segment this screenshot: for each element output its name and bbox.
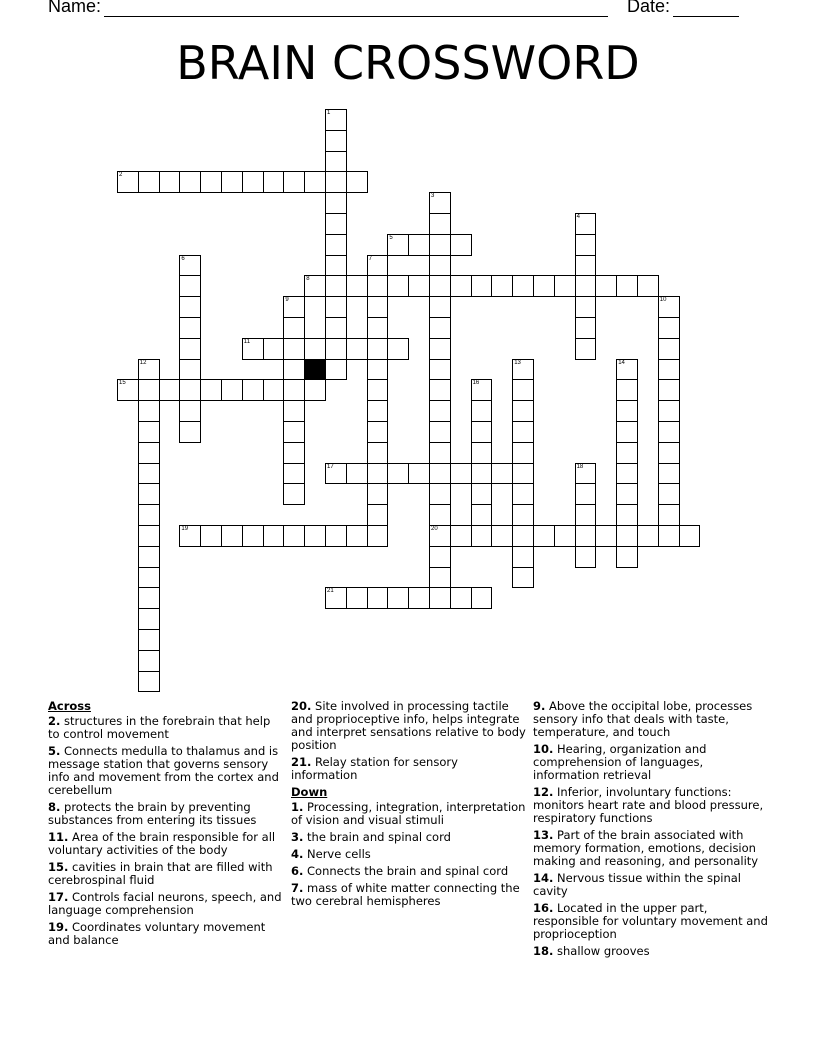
grid-cell[interactable] bbox=[325, 255, 347, 277]
grid-cell[interactable] bbox=[575, 296, 597, 318]
grid-cell[interactable] bbox=[283, 359, 305, 381]
grid-cell[interactable] bbox=[512, 442, 534, 464]
grid-cell[interactable] bbox=[387, 338, 409, 360]
grid-cell[interactable] bbox=[471, 463, 493, 485]
grid-cell[interactable] bbox=[658, 338, 680, 360]
clue-down-4: 4. Nerve cells bbox=[291, 847, 371, 861]
clue-across-15: 15. cavities in brain that are filled with cerebrospinal fluid bbox=[48, 860, 273, 887]
grid-cell[interactable] bbox=[408, 587, 430, 609]
clue-number: 15 bbox=[119, 380, 126, 387]
grid-cell[interactable] bbox=[471, 483, 493, 505]
grid-cell[interactable] bbox=[575, 504, 597, 526]
grid-cell[interactable] bbox=[575, 255, 597, 277]
grid-cell[interactable] bbox=[179, 275, 201, 297]
grid-cell[interactable] bbox=[179, 359, 201, 381]
grid-cell[interactable] bbox=[429, 255, 451, 277]
clue-down-9: 9. Above the occipital lobe, processes sensory info that deals with taste, temperature, and touch bbox=[533, 699, 753, 739]
grid-cell[interactable] bbox=[283, 525, 305, 547]
grid-cell[interactable] bbox=[263, 171, 285, 193]
grid-cell[interactable] bbox=[387, 587, 409, 609]
clue-number: 14 bbox=[618, 359, 625, 366]
grid-cell[interactable] bbox=[138, 608, 160, 630]
grid-cell[interactable] bbox=[616, 359, 638, 381]
grid-cell[interactable] bbox=[179, 171, 201, 193]
grid-cell[interactable] bbox=[138, 546, 160, 568]
clue-down-16: 16. Located in the upper part, responsible for voluntary movement and proprioception bbox=[533, 901, 768, 941]
grid-cell[interactable] bbox=[304, 338, 326, 360]
grid-cell[interactable] bbox=[325, 338, 347, 360]
grid-cell[interactable] bbox=[512, 504, 534, 526]
grid-cell[interactable] bbox=[450, 587, 472, 609]
grid-cell[interactable] bbox=[429, 359, 451, 381]
grid-cell[interactable] bbox=[637, 275, 659, 297]
grid-cell[interactable] bbox=[325, 587, 347, 609]
grid-cell[interactable] bbox=[367, 463, 389, 485]
clue-number: 12 bbox=[139, 359, 147, 366]
grid-cell[interactable] bbox=[138, 567, 160, 589]
clue-down-1: 1. Processing, integration, interpretation of vision and visual stimuli bbox=[291, 800, 526, 827]
grid-cell[interactable] bbox=[658, 483, 680, 505]
grid-cell[interactable] bbox=[616, 525, 638, 547]
grid-cell[interactable] bbox=[179, 379, 201, 401]
grid-cell[interactable] bbox=[200, 525, 222, 547]
grid-cell[interactable] bbox=[138, 442, 160, 464]
grid-cell[interactable] bbox=[408, 234, 430, 256]
clue-across-11: 11. Area of the brain responsible for all voluntary activities of the body bbox=[48, 830, 276, 857]
grid-cell[interactable] bbox=[429, 483, 451, 505]
grid-cell[interactable] bbox=[429, 421, 451, 443]
grid-cell[interactable] bbox=[408, 275, 430, 297]
grid-cell[interactable] bbox=[221, 379, 243, 401]
grid-cell[interactable] bbox=[138, 504, 160, 526]
grid-cell[interactable] bbox=[179, 338, 201, 360]
grid-cell[interactable] bbox=[346, 525, 368, 547]
grid-cell[interactable] bbox=[138, 379, 160, 401]
grid-cell[interactable] bbox=[283, 317, 305, 339]
clue-number: 16 bbox=[472, 380, 480, 387]
grid-cell[interactable] bbox=[575, 234, 597, 256]
clue-down-7: 7. mass of white matter connecting the two cerebral hemispheres bbox=[291, 881, 520, 908]
clue-down-10: 10. Hearing, organization and comprehension of languages, information retrieval bbox=[533, 742, 707, 782]
grid-cell[interactable] bbox=[658, 379, 680, 401]
across-heading: Across bbox=[48, 699, 91, 713]
clue-number: 13 bbox=[514, 359, 521, 366]
grid-cell[interactable] bbox=[179, 421, 201, 443]
clue-across-5: 5. Connects medulla to thalamus and is message station that governs sensory info and movement from the cortex and cerebellum bbox=[48, 744, 279, 797]
grid-cell[interactable] bbox=[512, 525, 534, 547]
grid-cell[interactable] bbox=[283, 483, 305, 505]
clue-column-3 bbox=[533, 700, 769, 962]
grid-cell[interactable] bbox=[325, 296, 347, 318]
grid-cell[interactable] bbox=[346, 587, 368, 609]
clue-number: 9 bbox=[285, 297, 289, 304]
grid-cell[interactable] bbox=[512, 421, 534, 443]
grid-cell[interactable] bbox=[138, 587, 160, 609]
grid-cell[interactable] bbox=[471, 379, 493, 401]
grid-cell[interactable] bbox=[658, 317, 680, 339]
clue-number: 17 bbox=[327, 463, 334, 470]
grid-cell[interactable] bbox=[325, 213, 347, 235]
grid-cell[interactable] bbox=[367, 317, 389, 339]
grid-cell[interactable] bbox=[429, 525, 451, 547]
grid-cell[interactable] bbox=[429, 567, 451, 589]
grid-cell[interactable] bbox=[346, 463, 368, 485]
grid-cell[interactable] bbox=[346, 275, 368, 297]
grid-cell[interactable] bbox=[179, 400, 201, 422]
grid-cell[interactable] bbox=[429, 213, 451, 235]
grid-cell[interactable] bbox=[283, 171, 305, 193]
clue-number: 1 bbox=[327, 110, 331, 116]
grid-cell[interactable] bbox=[429, 234, 451, 256]
clue-down-6: 6. Connects the brain and spinal cord bbox=[291, 864, 509, 878]
grid-cell[interactable] bbox=[283, 421, 305, 443]
clue-number: 21 bbox=[327, 588, 334, 595]
grid-cell[interactable] bbox=[387, 463, 409, 485]
grid-cell[interactable] bbox=[512, 567, 534, 589]
grid-cell[interactable] bbox=[325, 359, 347, 381]
grid-cell[interactable] bbox=[221, 525, 243, 547]
grid-cell[interactable] bbox=[512, 483, 534, 505]
clue-number: 2 bbox=[119, 172, 123, 179]
clue-down-18: 18. shallow grooves bbox=[533, 944, 650, 958]
grid-cell[interactable] bbox=[429, 587, 451, 609]
grid-cell[interactable] bbox=[533, 275, 555, 297]
grid-cell[interactable] bbox=[367, 483, 389, 505]
grid-cell[interactable] bbox=[179, 255, 201, 277]
grid-cell[interactable] bbox=[242, 338, 264, 360]
page-title: BRAIN CROSSWORD bbox=[176, 36, 640, 90]
clue-across-19: 19. Coordinates voluntary movement and balance bbox=[48, 920, 266, 947]
grid-cell[interactable] bbox=[616, 275, 638, 297]
grid-cell[interactable] bbox=[138, 463, 160, 485]
grid-cell[interactable] bbox=[429, 338, 451, 360]
grid-cell[interactable] bbox=[283, 338, 305, 360]
grid-cell[interactable] bbox=[595, 525, 617, 547]
grid-cell[interactable] bbox=[595, 275, 617, 297]
grid-cell[interactable] bbox=[491, 275, 513, 297]
grid-cell[interactable] bbox=[283, 463, 305, 485]
grid-cell[interactable] bbox=[658, 463, 680, 485]
clue-number: 5 bbox=[389, 234, 393, 241]
grid-cell[interactable] bbox=[304, 275, 326, 297]
grid-cell[interactable] bbox=[491, 525, 513, 547]
grid-cell[interactable] bbox=[325, 525, 347, 547]
grid-cell[interactable] bbox=[450, 275, 472, 297]
grid-cell[interactable] bbox=[637, 525, 659, 547]
grid-cell[interactable] bbox=[616, 483, 638, 505]
grid-cell[interactable] bbox=[429, 192, 451, 214]
clue-number: 6 bbox=[181, 255, 185, 262]
grid-cell[interactable] bbox=[138, 671, 160, 693]
grid-cell[interactable] bbox=[658, 421, 680, 443]
grid-cell[interactable] bbox=[242, 171, 264, 193]
grid-cell[interactable] bbox=[429, 504, 451, 526]
grid-cell[interactable] bbox=[304, 379, 326, 401]
grid-cell[interactable] bbox=[512, 400, 534, 422]
grid-cell[interactable] bbox=[367, 379, 389, 401]
black-cell bbox=[304, 359, 326, 381]
grid-cell[interactable] bbox=[283, 442, 305, 464]
clue-down-13: 13. Part of the brain associated with memory formation, emotions, decision making and reasoning, and personality bbox=[533, 828, 759, 868]
grid-cell[interactable] bbox=[117, 171, 139, 193]
grid-cell[interactable] bbox=[325, 317, 347, 339]
clue-across-8: 8. protects the brain by preventing substances from entering its tissues bbox=[48, 800, 257, 827]
grid-cell[interactable] bbox=[159, 379, 181, 401]
grid-cell[interactable] bbox=[367, 275, 389, 297]
clue-column-1 bbox=[48, 700, 284, 951]
grid-cell[interactable] bbox=[367, 504, 389, 526]
grid-cell[interactable] bbox=[616, 379, 638, 401]
grid-cell[interactable] bbox=[450, 234, 472, 256]
grid-cell[interactable] bbox=[658, 525, 680, 547]
clue-across-20: 20. Site involved in processing tactile and proprioceptive info, helps integrate and interpret sensations relative to body position bbox=[291, 699, 526, 752]
clue-down-3: 3. the brain and spinal cord bbox=[291, 830, 451, 844]
grid-cell[interactable] bbox=[304, 171, 326, 193]
grid-cell[interactable] bbox=[263, 379, 285, 401]
grid-cell[interactable] bbox=[658, 442, 680, 464]
grid-cell[interactable] bbox=[491, 463, 513, 485]
grid-cell[interactable] bbox=[575, 275, 597, 297]
grid-cell[interactable] bbox=[325, 275, 347, 297]
grid-cell[interactable] bbox=[471, 275, 493, 297]
grid-cell[interactable] bbox=[367, 255, 389, 277]
grid-cell[interactable] bbox=[138, 525, 160, 547]
grid-cell[interactable] bbox=[575, 213, 597, 235]
grid-cell[interactable] bbox=[138, 171, 160, 193]
grid-cell[interactable] bbox=[367, 296, 389, 318]
clue-number: 18 bbox=[576, 463, 584, 470]
grid-cell[interactable] bbox=[263, 525, 285, 547]
grid-cell[interactable] bbox=[471, 525, 493, 547]
grid-cell[interactable] bbox=[367, 421, 389, 443]
grid-cell[interactable] bbox=[367, 587, 389, 609]
grid-cell[interactable] bbox=[658, 296, 680, 318]
grid-cell[interactable] bbox=[616, 504, 638, 526]
grid-cell[interactable] bbox=[325, 171, 347, 193]
clue-down-14: 14. Nervous tissue within the spinal cavity bbox=[533, 871, 742, 898]
clue-number: 7 bbox=[368, 255, 372, 262]
grid-cell[interactable] bbox=[554, 275, 576, 297]
grid-cell[interactable] bbox=[325, 463, 347, 485]
grid-cell[interactable] bbox=[179, 525, 201, 547]
name-label: Name: bbox=[48, 0, 102, 16]
grid-cell[interactable] bbox=[471, 442, 493, 464]
date-label: Date: bbox=[627, 0, 671, 16]
grid-cell[interactable] bbox=[450, 525, 472, 547]
grid-cell[interactable] bbox=[200, 171, 222, 193]
grid-cell[interactable] bbox=[179, 296, 201, 318]
grid-cell[interactable] bbox=[658, 359, 680, 381]
grid-cell[interactable] bbox=[367, 338, 389, 360]
grid-cell[interactable] bbox=[512, 359, 534, 381]
grid-cell[interactable] bbox=[283, 400, 305, 422]
grid-cell[interactable] bbox=[408, 463, 430, 485]
grid-cell[interactable] bbox=[263, 338, 285, 360]
grid-cell[interactable] bbox=[200, 379, 222, 401]
clue-number: 3 bbox=[431, 193, 435, 200]
grid-cell[interactable] bbox=[242, 525, 264, 547]
grid-cell[interactable] bbox=[387, 275, 409, 297]
grid-cell[interactable] bbox=[367, 442, 389, 464]
grid-cell[interactable] bbox=[138, 421, 160, 443]
grid-cell[interactable] bbox=[575, 338, 597, 360]
clue-across-21: 21. Relay station for sensory information bbox=[291, 755, 458, 782]
grid-cell[interactable] bbox=[179, 317, 201, 339]
grid-cell[interactable] bbox=[304, 525, 326, 547]
grid-cell[interactable] bbox=[117, 379, 139, 401]
grid-cell[interactable] bbox=[138, 650, 160, 672]
grid-cell[interactable] bbox=[346, 171, 368, 193]
grid-cell[interactable] bbox=[512, 275, 534, 297]
grid-cell[interactable] bbox=[221, 171, 243, 193]
grid-cell[interactable] bbox=[658, 400, 680, 422]
grid-cell[interactable] bbox=[575, 317, 597, 339]
clue-down-12: 12. Inferior, involuntary functions: monitors heart rate and blood pressure, respiratory functions bbox=[533, 785, 764, 825]
grid-cell[interactable] bbox=[616, 400, 638, 422]
grid-cell[interactable] bbox=[138, 483, 160, 505]
grid-cell[interactable] bbox=[575, 483, 597, 505]
grid-cell[interactable] bbox=[138, 400, 160, 422]
down-heading: Down bbox=[291, 785, 328, 799]
grid-cell[interactable] bbox=[138, 629, 160, 651]
clue-number: 4 bbox=[576, 214, 580, 220]
clue-number: 20 bbox=[431, 526, 438, 532]
grid-cell[interactable] bbox=[471, 587, 493, 609]
grid-cell[interactable] bbox=[283, 379, 305, 401]
grid-cell[interactable] bbox=[429, 546, 451, 568]
grid-cell[interactable] bbox=[138, 359, 160, 381]
grid-cell[interactable] bbox=[575, 546, 597, 568]
clue-number: 11 bbox=[243, 338, 251, 345]
grid-cell[interactable] bbox=[325, 192, 347, 214]
grid-cell[interactable] bbox=[346, 338, 368, 360]
grid-cell[interactable] bbox=[325, 234, 347, 256]
grid-cell[interactable] bbox=[471, 421, 493, 443]
grid-cell[interactable] bbox=[367, 400, 389, 422]
clue-across-17: 17. Controls facial neurons, speech, and language comprehension bbox=[48, 890, 282, 917]
clue-number: 8 bbox=[306, 276, 310, 283]
grid-cell[interactable] bbox=[367, 525, 389, 547]
grid-cell[interactable] bbox=[616, 546, 638, 568]
grid-cell[interactable] bbox=[450, 463, 472, 485]
grid-cell[interactable] bbox=[554, 525, 576, 547]
grid-cell[interactable] bbox=[512, 463, 534, 485]
grid-cell[interactable] bbox=[471, 504, 493, 526]
grid-cell[interactable] bbox=[429, 379, 451, 401]
grid-cell[interactable] bbox=[512, 546, 534, 568]
grid-cell[interactable] bbox=[533, 525, 555, 547]
grid-cell[interactable] bbox=[471, 400, 493, 422]
grid-cell[interactable] bbox=[325, 109, 347, 131]
grid-cell[interactable] bbox=[512, 379, 534, 401]
grid-cell[interactable] bbox=[429, 442, 451, 464]
grid-cell[interactable] bbox=[429, 275, 451, 297]
grid-cell[interactable] bbox=[242, 379, 264, 401]
grid-cell[interactable] bbox=[575, 525, 597, 547]
grid-cell[interactable] bbox=[429, 463, 451, 485]
grid-cell[interactable] bbox=[429, 400, 451, 422]
grid-cell[interactable] bbox=[325, 151, 347, 173]
grid-cell[interactable] bbox=[575, 463, 597, 485]
grid-cell[interactable] bbox=[367, 359, 389, 381]
grid-cell[interactable] bbox=[159, 171, 181, 193]
grid-cell[interactable] bbox=[616, 442, 638, 464]
grid-cell[interactable] bbox=[658, 504, 680, 526]
grid-cell[interactable] bbox=[616, 421, 638, 443]
grid-cell[interactable] bbox=[429, 296, 451, 318]
clue-number: 19 bbox=[181, 526, 189, 532]
grid-cell[interactable] bbox=[325, 130, 347, 152]
grid-cell[interactable] bbox=[616, 463, 638, 485]
grid-cell[interactable] bbox=[679, 525, 701, 547]
grid-cell[interactable] bbox=[429, 317, 451, 339]
clue-across-2: 2. structures in the forebrain that help to control movement bbox=[48, 714, 271, 741]
clue-column-2 bbox=[291, 700, 527, 912]
grid-cell[interactable] bbox=[283, 296, 305, 318]
clue-number: 10 bbox=[659, 297, 667, 304]
grid-cell[interactable] bbox=[387, 234, 409, 256]
